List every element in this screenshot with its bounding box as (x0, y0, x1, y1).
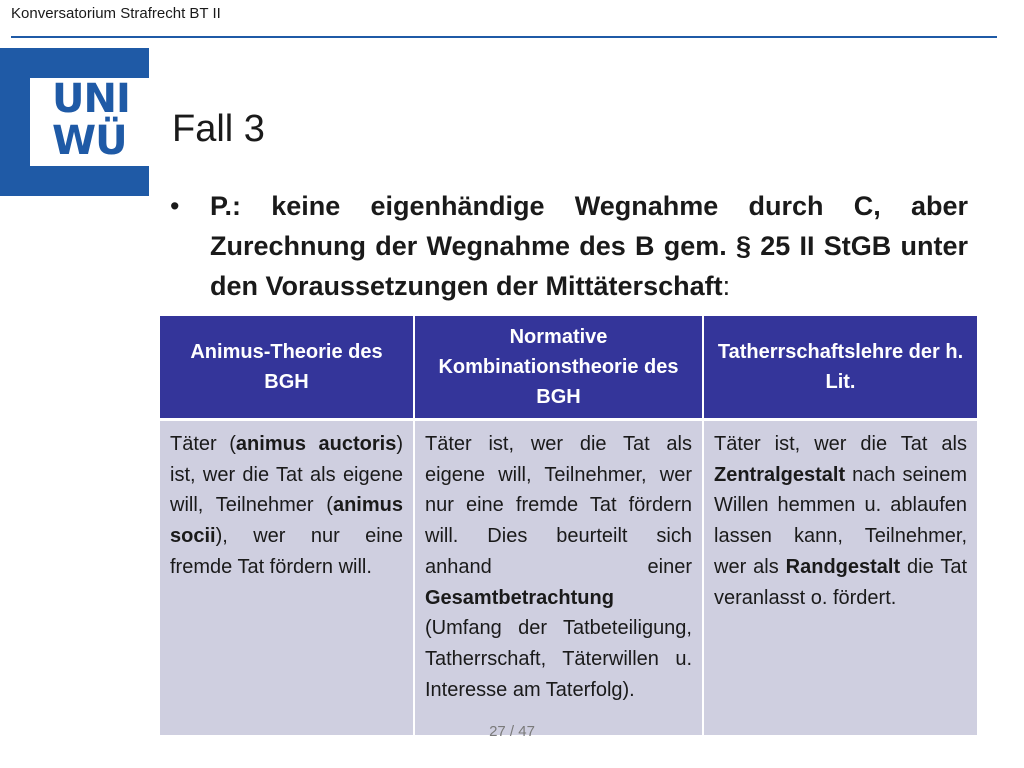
bullet-dot-icon: • (170, 191, 180, 221)
slide-title: Fall 3 (172, 108, 265, 150)
cell-text: ) ist, wer die Tat als eigene will, Teilnehmer ( (170, 433, 403, 517)
header-divider (11, 36, 997, 38)
emphasis-term: animus auctoris (235, 433, 397, 455)
cell-text: Täter ( (170, 433, 236, 455)
logo-line-2: WÜ (52, 118, 127, 164)
table-cell-animus (160, 420, 414, 736)
emphasis-term: Zentralgestalt (714, 463, 846, 486)
logo-line-1: UNI (52, 76, 130, 122)
cell-text: Täter ist, wer die Tat als (714, 433, 967, 455)
comparison-table (160, 316, 977, 735)
bullet-text (210, 186, 968, 306)
emphasis-term: Gesamtbetrachtung (425, 586, 614, 609)
bullet-main-text: P.: keine eigenhändige Wegnahme durch C, aber Zurechnung der Wegnahme des B gem. § 25 II StGB unter den Voraussetzungen der Mittäterschaft (210, 191, 968, 301)
table-header-kombination: Normative Kombinationstheorie des BGH (414, 316, 703, 420)
table-cell-kombination (414, 420, 703, 736)
cell-text: ), wer nur eine fremde Tat fördern will. (170, 525, 403, 578)
bullet-point (170, 186, 968, 306)
university-logo (0, 48, 149, 196)
table-header-animus: Animus-Theorie des BGH (160, 316, 414, 420)
table-header-tatherrschaft: Tatherrschaftslehre der h. Lit. (703, 316, 977, 420)
emphasis-term: animus socii (170, 494, 403, 548)
logo-text (52, 78, 152, 162)
cell-text: (Umfang der Tatbeteiligung, Tatherrschaft, Täterwillen u. Interesse am Taterfolg). (425, 617, 692, 701)
bullet-suffix: : (722, 271, 731, 301)
cell-text: die Tat veranlasst o. fördert. (714, 555, 967, 609)
cell-text: Täter ist, wer die Tat als eigene will, Teilnehmer, wer nur eine fremde Tat fördern will. Dies beurteilt sich anhand einer (425, 433, 692, 578)
page-number: 27 / 47 (489, 723, 535, 740)
emphasis-term: Randgestalt (785, 555, 901, 578)
table-cell-tatherrschaft (703, 420, 977, 736)
table-header-row (160, 316, 977, 420)
header-title: Konversatorium Strafrecht BT II (11, 5, 221, 22)
table-row (160, 420, 977, 736)
cell-text: nach seinem Willen hemmen u. ablaufen lassen kann, Teilnehmer, wer als (714, 463, 967, 578)
